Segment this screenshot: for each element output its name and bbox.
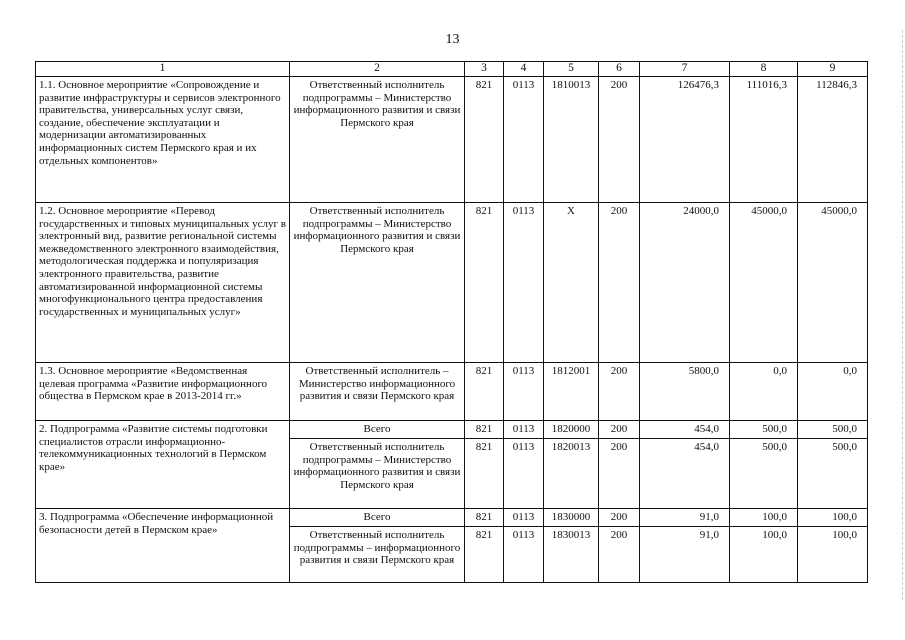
code-cell: 821 — [465, 77, 504, 203]
expense-type-cell: 200 — [599, 509, 640, 527]
executor-cell: Ответственный исполнитель подпрограммы – Министерство информационного развития и связи Пермского края — [290, 439, 465, 509]
section-cell: 0113 — [504, 203, 544, 363]
executor-cell: Ответственный исполнитель – Министерство информационного развития и связи Пермского края — [290, 363, 465, 421]
code-cell: 821 — [465, 421, 504, 439]
activity-description: 1.3. Основное мероприятие «Ведомственная целевая программа «Развитие информационного общества в Пермском крае в 2013-2014 гг.» — [36, 363, 290, 421]
table-row-subprogram-total — [36, 509, 868, 527]
executor-cell: Всего — [290, 509, 465, 527]
target-article-cell: 1830013 — [544, 527, 599, 583]
amount-cell: 126476,3 — [640, 77, 730, 203]
amount-cell: 454,0 — [640, 421, 730, 439]
executor-cell: Ответственный исполнитель подпрограммы – Министерство информационного развития и связи Пермского края — [290, 203, 465, 363]
code-cell: 821 — [465, 203, 504, 363]
expense-type-cell: 200 — [599, 421, 640, 439]
col-header-5: 5 — [544, 62, 599, 77]
subprogram-description: 3. Подпрограмма «Обеспечение информационной безопасности детей в Пермском крае» — [36, 509, 290, 583]
table-row — [36, 203, 868, 363]
section-cell: 0113 — [504, 77, 544, 203]
target-article-cell: 1830000 — [544, 509, 599, 527]
amount-cell: 500,0 — [730, 439, 798, 509]
col-header-7: 7 — [640, 62, 730, 77]
expense-type-cell: 200 — [599, 363, 640, 421]
budget-table — [35, 61, 868, 583]
target-article-cell: 1812001 — [544, 363, 599, 421]
activity-description: 1.1. Основное мероприятие «Сопровождение и развитие инфраструктуры и сервисов электронного правительства, универсальных услуг связи, создание, обеспечение эксплуатации и модернизации автоматизированных информационных систем Пермского края и их отдельных компонентов» — [36, 77, 290, 203]
amount-cell: 5800,0 — [640, 363, 730, 421]
amount-cell: 91,0 — [640, 527, 730, 583]
code-cell: 821 — [465, 363, 504, 421]
expense-type-cell: 200 — [599, 439, 640, 509]
table-row — [36, 363, 868, 421]
col-header-8: 8 — [730, 62, 798, 77]
amount-cell: 0,0 — [798, 363, 868, 421]
section-cell: 0113 — [504, 363, 544, 421]
executor-cell: Ответственный исполнитель подпрограммы – информационного развития и связи Пермского края — [290, 527, 465, 583]
amount-cell: 24000,0 — [640, 203, 730, 363]
target-article-cell: 1820000 — [544, 421, 599, 439]
section-cell: 0113 — [504, 439, 544, 509]
target-article-cell: 1820013 — [544, 439, 599, 509]
col-header-9: 9 — [798, 62, 868, 77]
col-header-3: 3 — [465, 62, 504, 77]
code-cell: 821 — [465, 439, 504, 509]
code-cell: 821 — [465, 509, 504, 527]
col-header-6: 6 — [599, 62, 640, 77]
target-article-cell: 1810013 — [544, 77, 599, 203]
amount-cell: 500,0 — [730, 421, 798, 439]
amount-cell: 45000,0 — [798, 203, 868, 363]
section-cell: 0113 — [504, 527, 544, 583]
amount-cell: 91,0 — [640, 509, 730, 527]
col-header-4: 4 — [504, 62, 544, 77]
executor-cell: Ответственный исполнитель подпрограммы – Министерство информационного развития и связи Пермского края — [290, 77, 465, 203]
section-cell: 0113 — [504, 421, 544, 439]
subprogram-description: 2. Подпрограмма «Развитие системы подготовки специалистов отрасли информационно-телекоммуникационных технологий в Пермском крае» — [36, 421, 290, 509]
target-article-cell: X — [544, 203, 599, 363]
amount-cell: 0,0 — [730, 363, 798, 421]
amount-cell: 500,0 — [798, 439, 868, 509]
amount-cell: 500,0 — [798, 421, 868, 439]
expense-type-cell: 200 — [599, 527, 640, 583]
table-row-subprogram-total — [36, 421, 868, 439]
col-header-1: 1 — [36, 62, 290, 77]
executor-cell: Всего — [290, 421, 465, 439]
expense-type-cell: 200 — [599, 77, 640, 203]
amount-cell: 112846,3 — [798, 77, 868, 203]
amount-cell: 100,0 — [730, 527, 798, 583]
col-header-2: 2 — [290, 62, 465, 77]
amount-cell: 100,0 — [798, 509, 868, 527]
activity-description: 1.2. Основное мероприятие «Перевод государственных и типовых муниципальных услуг в электронный вид, развитие региональной системы межведомственного электронного взаимодействия, методологическая поддержка и популяризация электронного правительства, развитие автоматизированной информационной системы многофункционального центра предоставления государственных и муниципальных услуг» — [36, 203, 290, 363]
amount-cell: 111016,3 — [730, 77, 798, 203]
expense-type-cell: 200 — [599, 203, 640, 363]
amount-cell: 454,0 — [640, 439, 730, 509]
code-cell: 821 — [465, 527, 504, 583]
amount-cell: 45000,0 — [730, 203, 798, 363]
amount-cell: 100,0 — [730, 509, 798, 527]
scan-edge-marks — [896, 30, 903, 600]
section-cell: 0113 — [504, 509, 544, 527]
amount-cell: 100,0 — [798, 527, 868, 583]
page-number: 13 — [445, 32, 460, 47]
header-row — [36, 62, 868, 77]
table-row — [36, 77, 868, 203]
